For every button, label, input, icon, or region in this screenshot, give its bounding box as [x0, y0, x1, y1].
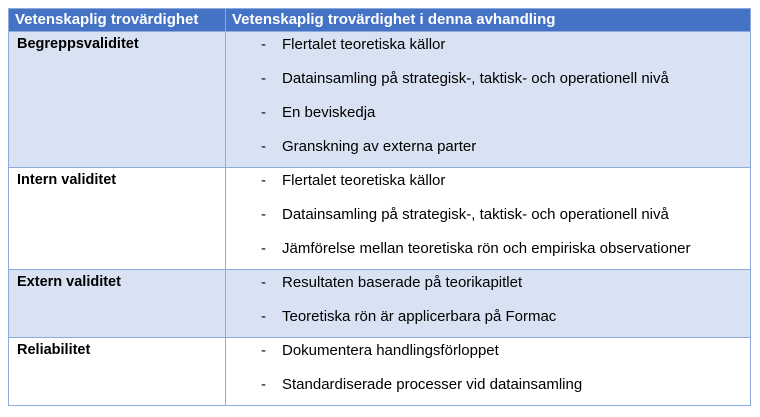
- row-items: [225, 168, 750, 269]
- validity-table: [8, 8, 751, 406]
- list-item-text: Dokumentera handlingsförloppet: [282, 342, 499, 359]
- row-items: [225, 338, 750, 405]
- list-item-text: Standardiserade processer vid datainsamling: [282, 376, 583, 393]
- table-row: [9, 167, 750, 269]
- list-item-text: Teoretiska rön är applicerbara på Formac: [282, 308, 557, 325]
- bullet-dash: -: [261, 36, 266, 53]
- table-header: [9, 9, 750, 31]
- row-items: [225, 32, 750, 167]
- row-label: Begreppsvaliditet: [17, 36, 139, 52]
- row-items: [225, 270, 750, 337]
- row-label: Extern validitet: [17, 274, 121, 290]
- list-item: [226, 171, 750, 205]
- bullet-dash: -: [261, 308, 266, 325]
- bullet-dash: -: [261, 274, 266, 291]
- bullet-dash: -: [261, 240, 266, 257]
- list-item-text: En beviskedja: [282, 104, 376, 121]
- bullet-dash: -: [261, 70, 266, 87]
- list-item-text: Datainsamling på strategisk-, taktisk- och operationell nivå: [282, 206, 669, 223]
- bullet-dash: -: [261, 104, 266, 121]
- list-item: [226, 239, 750, 273]
- table-row: [9, 337, 750, 405]
- header-col-criterion: Vetenskaplig trovärdighet: [15, 11, 199, 28]
- list-item: [226, 307, 750, 341]
- list-item: [226, 69, 750, 103]
- list-item-text: Flertalet teoretiska källor: [282, 172, 446, 189]
- list-item: [226, 35, 750, 69]
- list-item-text: Resultaten baserade på teorikapitlet: [282, 274, 523, 291]
- bullet-dash: -: [261, 376, 266, 393]
- list-item-text: Datainsamling på strategisk-, taktisk- och operationell nivå: [282, 70, 669, 87]
- table-row: [9, 269, 750, 337]
- row-label: Reliabilitet: [17, 342, 91, 358]
- bullet-dash: -: [261, 342, 266, 359]
- header-col-application: Vetenskaplig trovärdighet i denna avhandling: [225, 9, 750, 31]
- list-item: [226, 375, 750, 409]
- list-item: [226, 341, 750, 375]
- table-row: [9, 31, 750, 167]
- list-item: [226, 205, 750, 239]
- bullet-dash: -: [261, 138, 266, 155]
- list-item-text: Flertalet teoretiska källor: [282, 36, 446, 53]
- list-item: [226, 137, 750, 171]
- bullet-dash: -: [261, 206, 266, 223]
- list-item: [226, 103, 750, 137]
- list-item-text: Granskning av externa parter: [282, 138, 477, 155]
- row-label: Intern validitet: [17, 172, 117, 188]
- list-item: [226, 273, 750, 307]
- list-item-text: Jämförelse mellan teoretiska rön och empiriska observationer: [282, 240, 691, 257]
- bullet-dash: -: [261, 172, 266, 189]
